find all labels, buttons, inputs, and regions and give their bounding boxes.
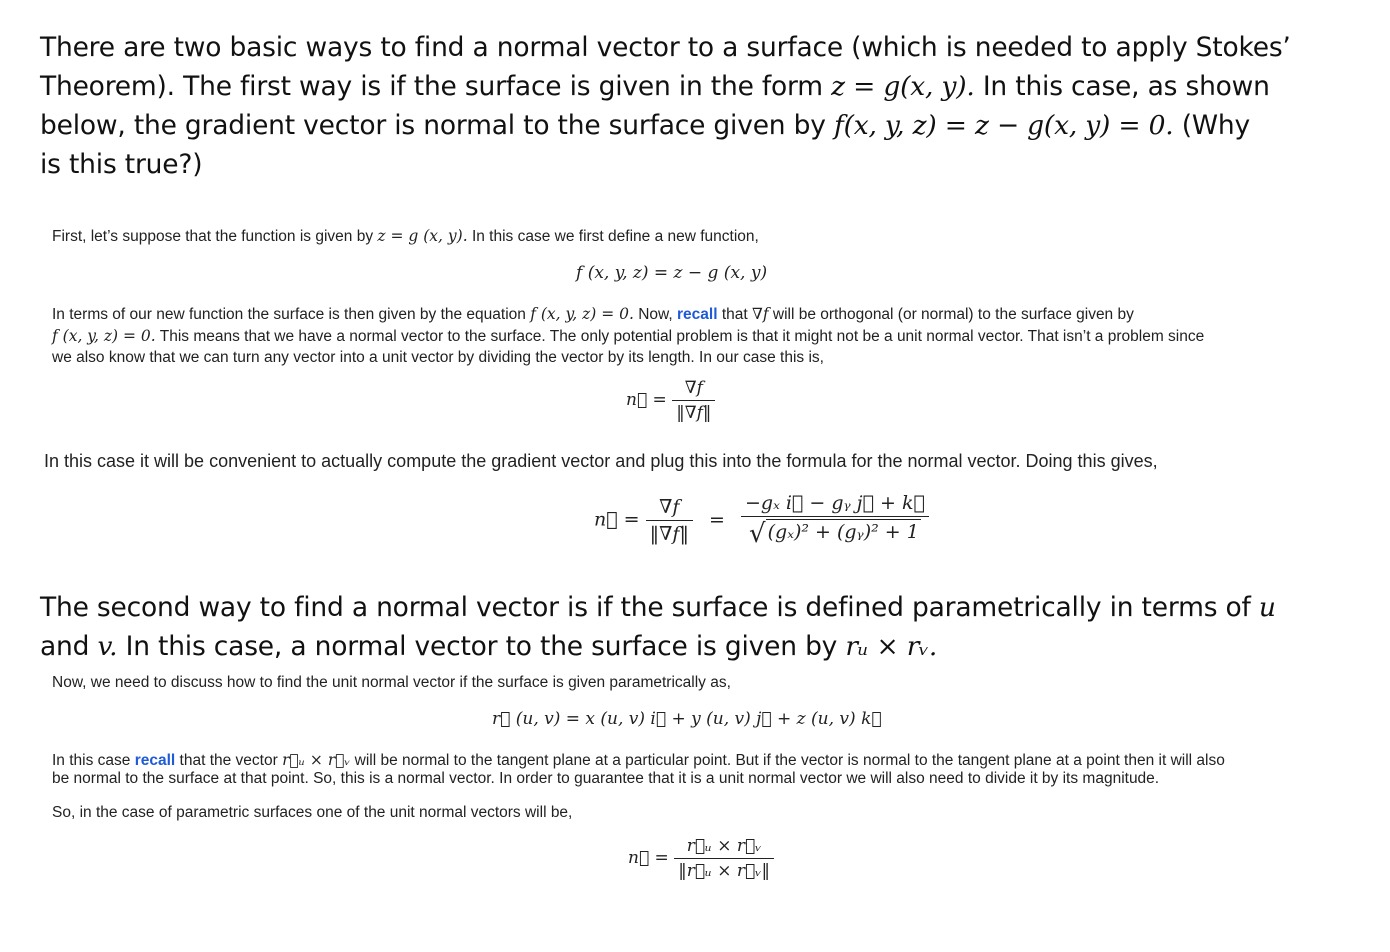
fraction-numerator: ∇f [646,496,693,521]
intro-text-1: There are two basic ways to find a normal vector to a surface (which is needed to apply Stokes’ [40,32,1291,63]
second-line-1 [40,588,1276,627]
second-text-2b: In this case, a normal vector to the surface is given by [117,631,838,662]
excerpt1-para-2-line-1 [52,304,1134,325]
excerpt1-math-1: z = g (x, y). [377,227,468,245]
excerpt3-text-4: So, in the case of parametric surfaces one of the unit normal vectors will be, [52,804,573,821]
intro-math-z-equals-g: z = g(x, y). [831,71,975,102]
fraction-denominator: ‖∇f‖ [676,403,712,423]
recall-link[interactable]: recall [134,752,176,769]
sqrt-content: (gₓ)² + (gᵧ)² + 1 [767,521,919,543]
second-math-cross-product: rᵤ × rᵥ. [845,631,938,662]
intro-text-3b: (Why [1173,110,1250,141]
equation-lhs-n: n⃗ = [626,390,667,410]
excerpt1-text-2c: that [717,306,748,323]
equation-unit-normal-parametric [628,836,774,881]
excerpt1-para-1 [52,226,759,247]
excerpt1-text-1b: In this case we first define a new function, [467,228,759,245]
fraction-denominator: ‖∇f‖ [649,523,689,545]
second-line-2 [40,627,937,666]
excerpt1-math-3: f (x, y, z) = 0. [52,327,156,345]
excerpt2-para-1 [44,449,1158,473]
excerpt2-text-1: In this case it will be convenient to actually compute the gradient vector and plug this into the formula for the normal vector. Doing this gives, [44,451,1158,471]
excerpt1-text-3: This means that we have a normal vector to the surface. The only potential problem is that it might not be a unit normal vector. That isn’t a problem since [155,328,1205,345]
excerpt3-text-2a: In this case [52,752,135,769]
excerpt3-math-cross-product: r⃗ᵤ × r⃗ᵥ [282,751,351,769]
fraction-denominator: ‖r⃗ᵤ × r⃗ᵥ‖ [678,861,771,881]
second-math-v: v. [97,631,118,662]
intro-line-1 [40,28,1291,67]
excerpt1-math-2a: f (x, y, z) = 0. [530,305,634,323]
excerpt1-text-2d: will be orthogonal (or normal) to the surface given by [768,306,1134,323]
intro-text-2a: Theorem). The first way is if the surface is given in the form [40,71,823,102]
excerpt3-text-1: Now, we need to discuss how to find the unit normal vector if the surface is given parametrically as, [52,674,731,691]
excerpt1-text-2b: Now, [633,306,677,323]
intro-line-2 [40,67,1270,106]
equals-sign: = [709,508,725,531]
second-text-1: The second way to find a normal vector is if the surface is defined parametrically in terms of [40,592,1251,623]
fraction-gradient [672,378,715,423]
intro-line-3 [40,106,1250,145]
excerpt3-para-1 [52,672,731,693]
intro-math-f-definition: f(x, y, z) = z − g(x, y) = 0. [833,110,1174,141]
fraction-numerator: r⃗ᵤ × r⃗ᵥ [674,836,774,859]
excerpt3-text-2b: that the vector [175,752,278,769]
sqrt-icon: √ [749,519,766,549]
intro-text-2b: In this case, as shown [974,71,1270,102]
intro-text-3a: below, the gradient vector is normal to the surface given by [40,110,826,141]
fraction-cross-product [674,836,774,881]
equation-lhs-n: n⃗ = [628,848,669,868]
excerpt3-para-2-line-2 [52,768,1159,789]
excerpt1-para-2-line-3 [52,347,824,368]
excerpt1-text-1a: First, let’s suppose that the function is given by [52,228,374,245]
equation-f-definition: f (x, y, z) = z − g (x, y) [576,263,768,283]
fraction-gradient [646,496,693,545]
excerpt1-para-2-line-2 [52,326,1204,347]
equation-normal-vector-components [594,492,929,549]
intro-text-4: is this true?) [40,149,203,180]
equation-lhs-n: n⃗ = [594,508,640,531]
excerpt3-para-3 [52,802,572,823]
excerpt3-text-3: be normal to the surface at that point. So, this is a normal vector. In order to guarantee that it is a unit normal vector we will also need to divide it by its magnitude. [52,770,1160,787]
equation-unit-normal-gradient [626,378,715,423]
excerpt1-text-2a: In terms of our new function the surface is then given by the equation [52,306,526,323]
fraction-numerator: ∇f [672,378,715,401]
fraction-denominator-sqrt [741,517,929,549]
fraction-components [741,492,929,549]
second-math-u: u [1258,592,1276,623]
equation-parametric-surface: r⃗ (u, v) = x (u, v) i⃗ + y (u, v) j⃗ + z (u, v) k⃗ [492,709,882,729]
excerpt3-text-2c: will be normal to the tangent plane at a particular point. But if the vector is normal to the tangent plane at a point then it will also [350,752,1225,769]
excerpt1-text-4: we also know that we can turn any vector into a unit vector by dividing the vector by its length. In our case this is, [52,349,824,366]
second-text-2a: and [40,631,90,662]
intro-line-4 [40,145,202,184]
fraction-numerator-components: −gₓ i⃗ − gᵧ j⃗ + k⃗ [741,492,929,517]
excerpt1-math-gradient: ∇f [752,305,769,323]
recall-link[interactable]: recall [677,306,718,323]
